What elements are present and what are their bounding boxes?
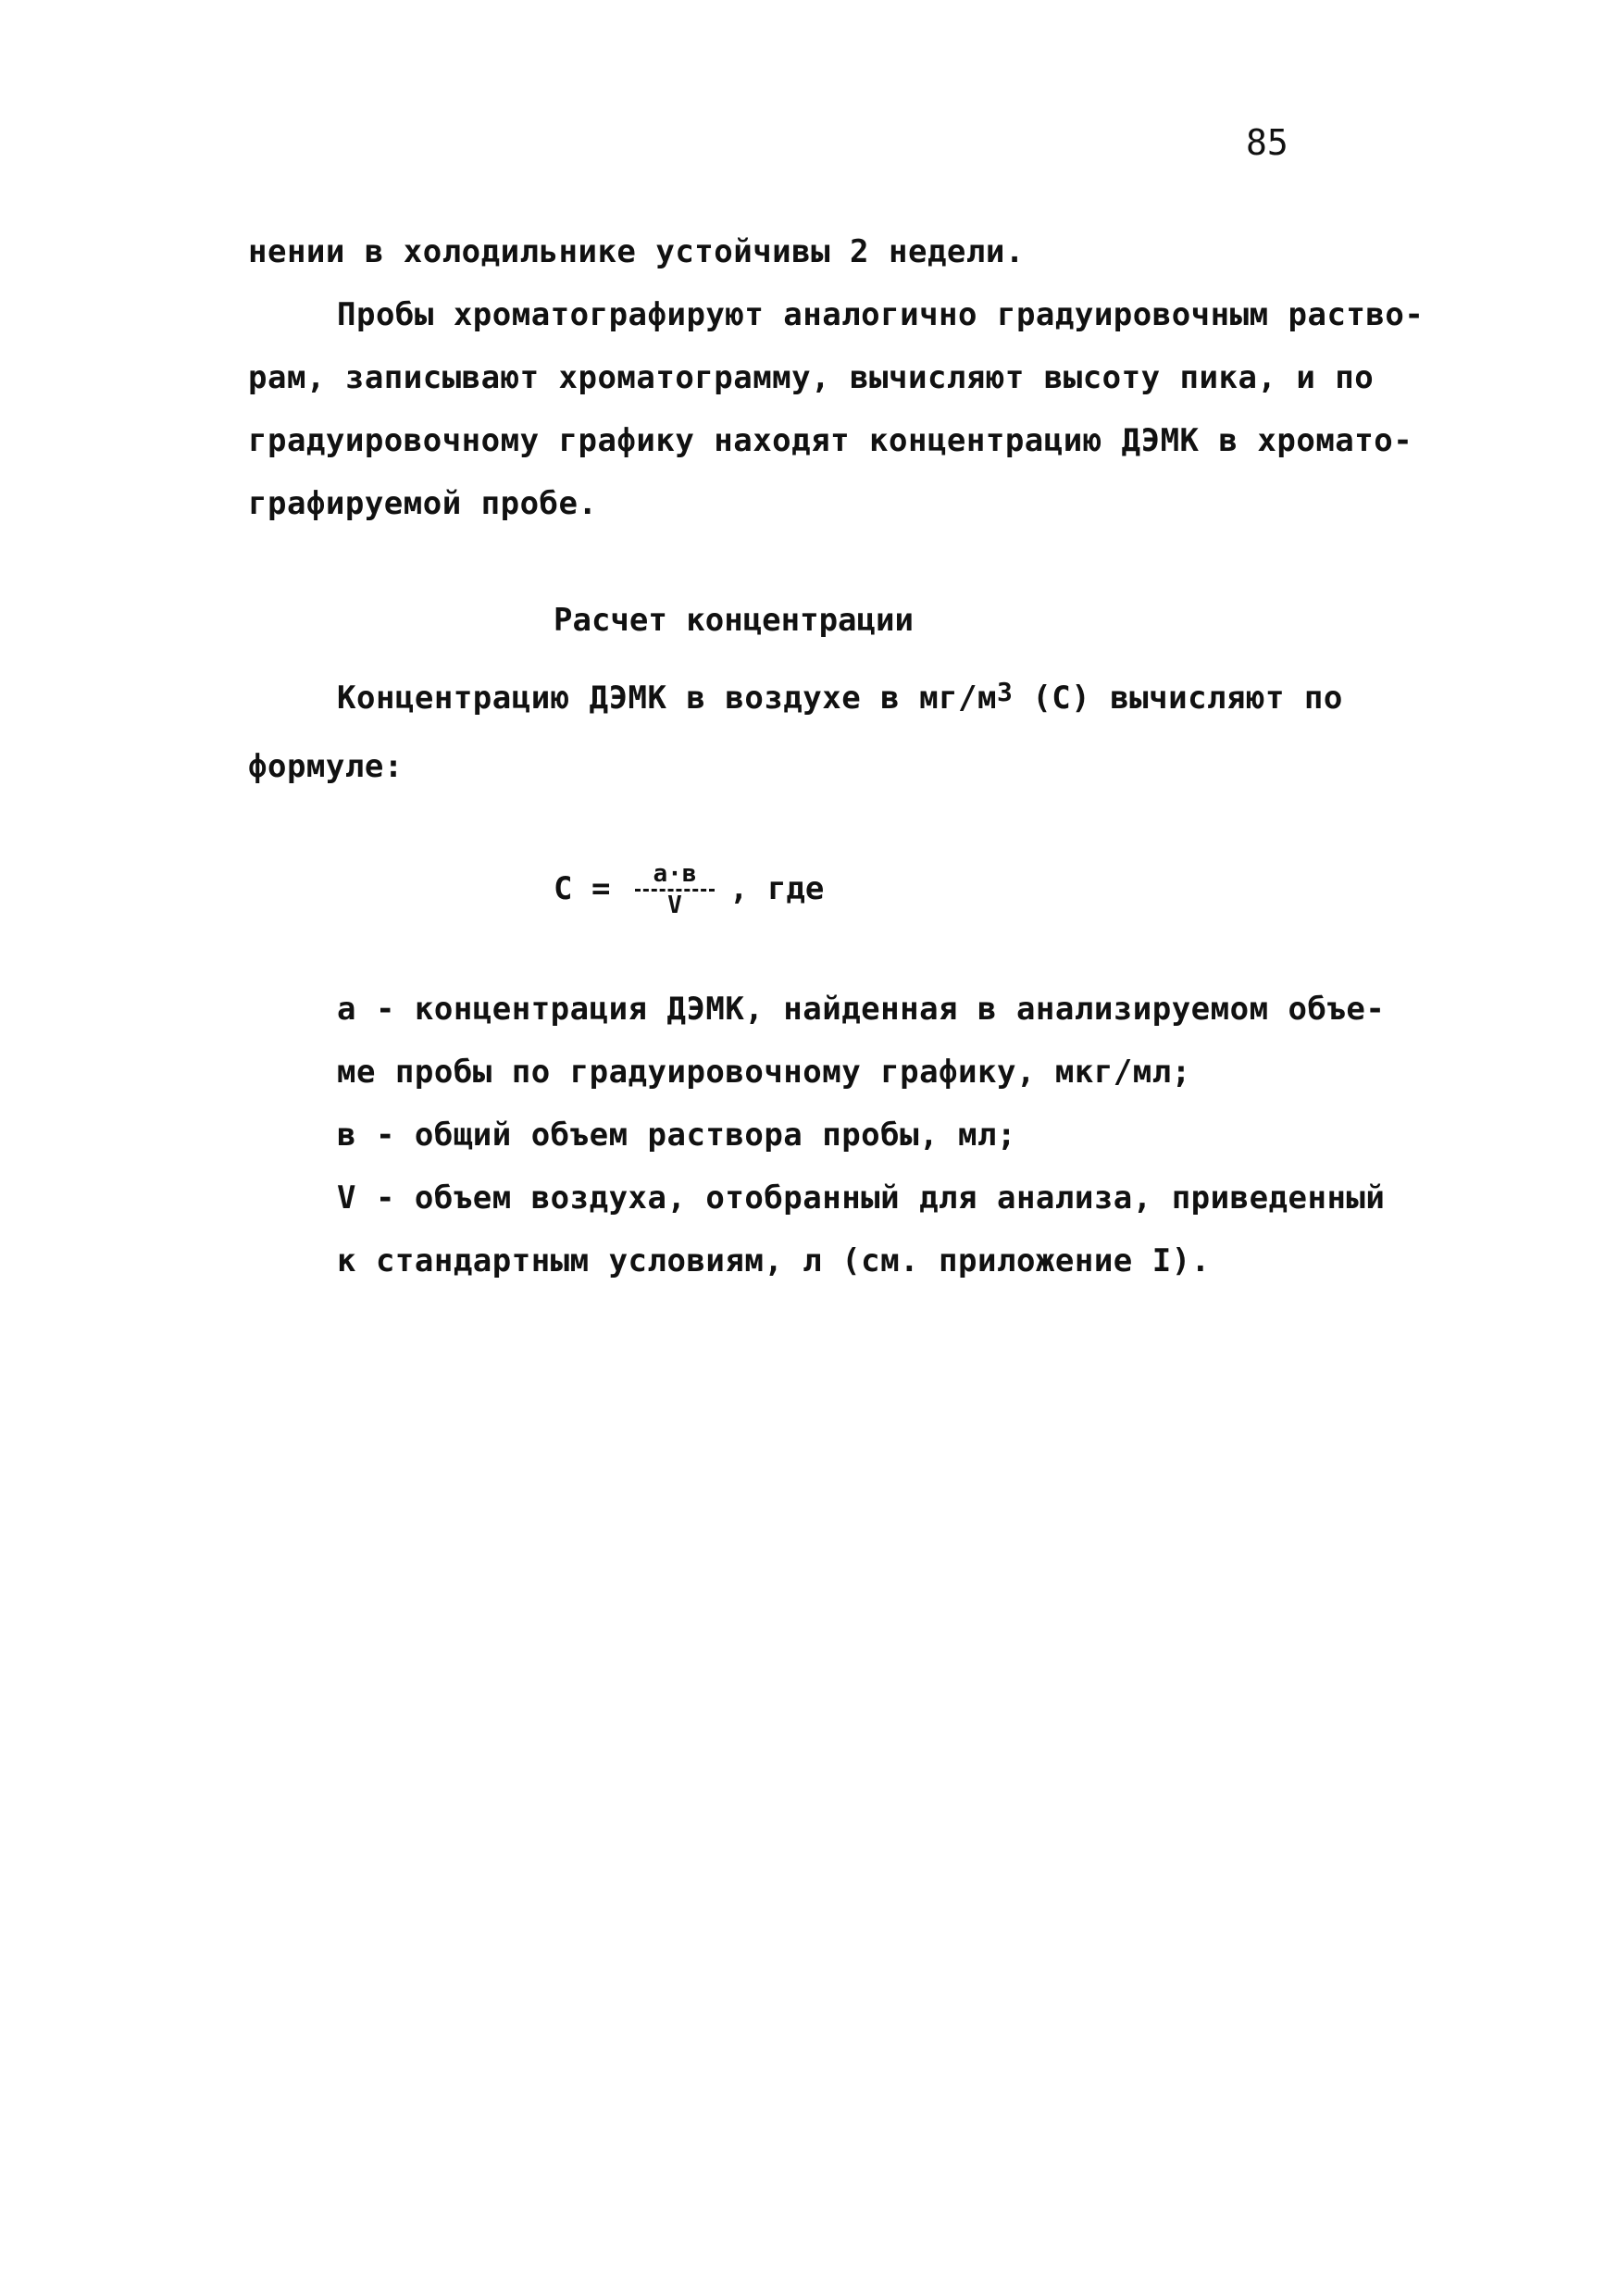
page-number: 85	[1246, 122, 1288, 163]
text-run: Концентрацию ДЭМК в воздухе в мг/м	[337, 680, 997, 717]
text-line: графируемой пробе.	[248, 485, 598, 522]
text-line	[337, 677, 1343, 717]
text-line: в - общий объем раствора пробы, мл;	[337, 1117, 1016, 1154]
formula-numerator: а·в	[635, 861, 715, 892]
section-heading: Расчет концентрации	[554, 602, 914, 639]
text-line: Пробы хроматографируют аналогично градуировочным раство-	[337, 296, 1425, 333]
text-run: (С) вычисляют по	[1013, 680, 1343, 717]
text-line: нении в холодильнике устойчивы 2 недели.	[248, 233, 1025, 270]
formula-rhs: , где	[729, 870, 825, 907]
superscript: 3	[996, 677, 1014, 707]
text-line: V - объем воздуха, отобранный для анализа, приведенный	[337, 1179, 1386, 1217]
text-line: к стандартным условиям, л (см. приложение I).	[337, 1242, 1211, 1279]
formula-lhs: С =	[554, 870, 611, 907]
text-line: рам, записывают хроматограмму, вычисляют высоту пика, и по	[248, 359, 1375, 396]
text-line: формуле:	[248, 748, 404, 785]
text-line: градуировочному графику находят концентрацию ДЭМК в хромато-	[248, 422, 1413, 459]
formula-denominator: V	[667, 892, 682, 919]
formula-fraction	[635, 861, 715, 919]
text-line: а - концентрация ДЭМК, найденная в анализируемом объе-	[337, 991, 1386, 1028]
text-line: ме пробы по градуировочному графику, мкг/мл;	[337, 1054, 1191, 1091]
